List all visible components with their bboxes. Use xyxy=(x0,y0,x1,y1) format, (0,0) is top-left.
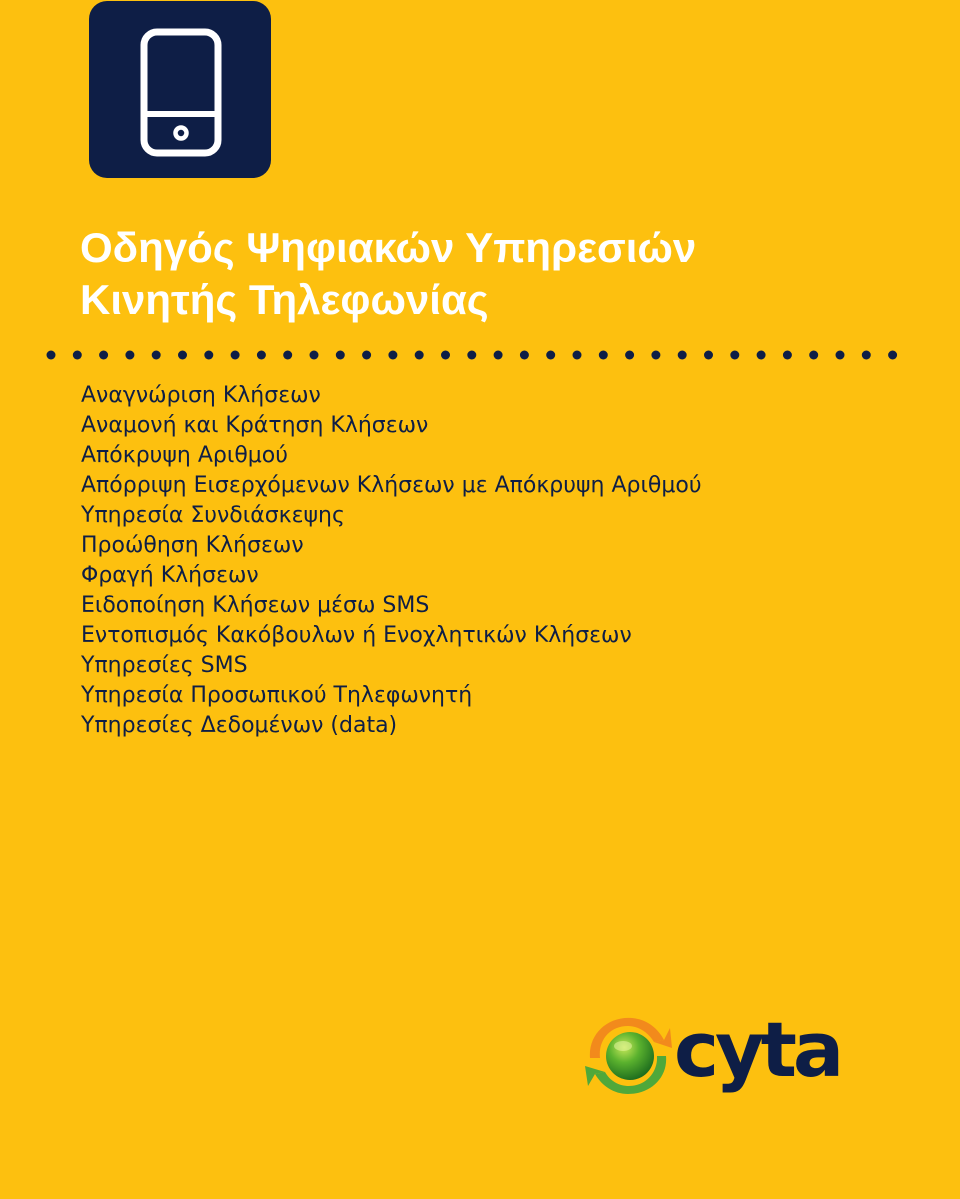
divider-dot xyxy=(704,351,713,360)
list-item: Αναγνώριση Κλήσεων xyxy=(81,383,321,408)
title-line-2: Κινητής Τηλεφωνίας xyxy=(80,276,489,323)
divider-dot xyxy=(257,351,266,360)
cyta-logo xyxy=(580,1005,841,1102)
list-item: Υπηρεσία Συνδιάσκεψης xyxy=(81,503,345,528)
divider-dot xyxy=(99,351,108,360)
cyta-globe-logo-icon xyxy=(580,1006,676,1102)
list-item: Προώθηση Κλήσεων xyxy=(81,533,304,558)
divider-dot xyxy=(388,351,397,360)
list-item: Υπηρεσίες Δεδομένων (data) xyxy=(81,713,398,738)
list-item: Αναμονή και Κράτηση Κλήσεων xyxy=(81,413,429,438)
divider-dot xyxy=(651,351,660,360)
mobile-phone-icon xyxy=(89,1,271,178)
list-item: Ειδοποίηση Κλήσεων μέσω SMS xyxy=(81,593,430,618)
title-line-1: Οδηγός Ψηφιακών Υπηρεσιών xyxy=(80,224,697,271)
divider-dot xyxy=(757,351,766,360)
list-item: Απόρριψη Εισερχόμενων Κλήσεων με Απόκρυψη Αριθμού xyxy=(81,473,702,498)
divider-dot xyxy=(178,351,187,360)
divider-dot xyxy=(467,351,476,360)
divider-dot xyxy=(204,351,213,360)
page-title xyxy=(80,222,696,326)
divider-dot xyxy=(283,351,292,360)
divider-dot xyxy=(441,351,450,360)
divider-dot xyxy=(310,351,319,360)
divider-dot xyxy=(362,351,371,360)
divider-dot xyxy=(152,351,161,360)
divider-dot xyxy=(836,351,845,360)
divider-dot xyxy=(730,351,739,360)
divider-dot xyxy=(599,351,608,360)
phone-icon-tile xyxy=(89,1,271,178)
divider-dot xyxy=(573,351,582,360)
list-item: Υπηρεσία Προσωπικού Τηλεφωνητή xyxy=(81,683,473,708)
divider-dot xyxy=(520,351,529,360)
list-item: Φραγή Κλήσεων xyxy=(81,563,259,588)
dotted-divider xyxy=(46,347,916,363)
divider-dot xyxy=(809,351,818,360)
list-item: Υπηρεσίες SMS xyxy=(81,653,248,678)
divider-dot xyxy=(678,351,687,360)
divider-dot xyxy=(783,351,792,360)
divider-dot xyxy=(546,351,555,360)
list-item: Εντοπισμός Κακόβουλων ή Ενοχλητικών Κλήσεων xyxy=(81,623,632,648)
divider-dot xyxy=(625,351,634,360)
list-item: Απόκρυψη Αριθμού xyxy=(81,443,288,468)
cyta-wordmark: cyta xyxy=(674,1005,841,1094)
divider-dot xyxy=(494,351,503,360)
divider-dot xyxy=(862,351,871,360)
service-list xyxy=(81,381,702,741)
divider-dot xyxy=(125,351,134,360)
divider-dot xyxy=(231,351,240,360)
divider-dot xyxy=(73,351,82,360)
divider-dot xyxy=(415,351,424,360)
divider-dot xyxy=(336,351,345,360)
divider-dot xyxy=(888,351,897,360)
divider-dot xyxy=(47,351,56,360)
